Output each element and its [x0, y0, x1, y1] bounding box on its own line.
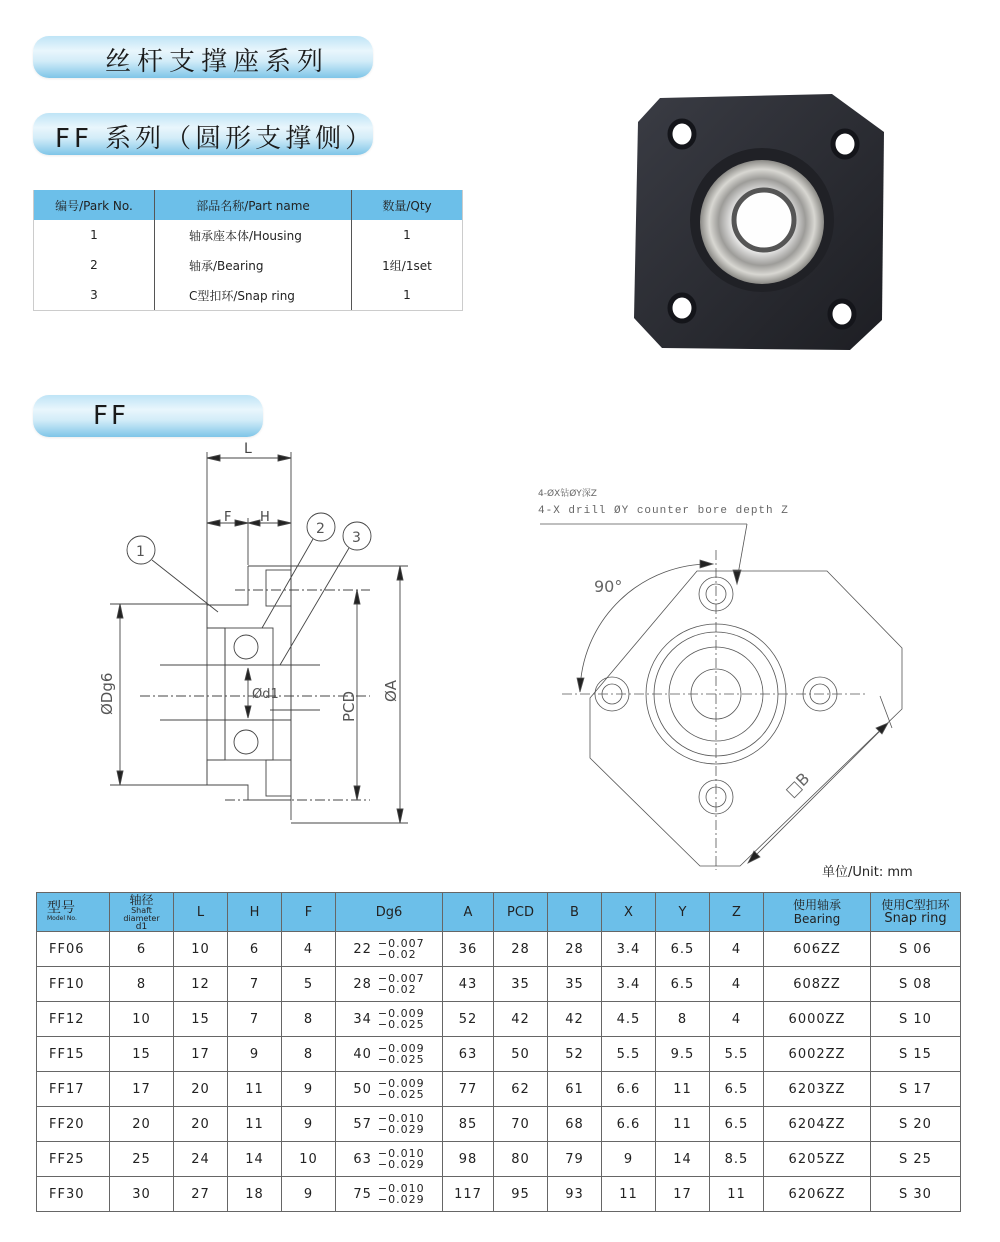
cell-b: 93: [548, 1177, 602, 1212]
cell-a: 85: [443, 1107, 494, 1142]
table-row: [37, 1142, 961, 1177]
main-title: 丝杆支撑座系列: [105, 47, 330, 77]
hole-note-en: 4-X drill ØY counter bore depth Z: [538, 505, 789, 517]
cell-snap: S 30: [871, 1177, 961, 1212]
main-title-banner: [33, 36, 373, 78]
cell-f: 5: [282, 967, 336, 1002]
spec-body: [37, 932, 961, 1212]
cell-x: 3.4: [602, 932, 656, 967]
cell-model: FF17: [37, 1072, 110, 1107]
col-A: A: [443, 893, 494, 932]
col-L: L: [174, 893, 228, 932]
cell-x: 11: [602, 1177, 656, 1212]
unit-label: 单位/Unit: mm: [822, 865, 913, 880]
cell-b: 35: [548, 967, 602, 1002]
cell-f: 9: [282, 1177, 336, 1212]
dg6-nominal: 50: [353, 1081, 372, 1097]
series-title-banner: [33, 113, 376, 155]
cell-snap: S 08: [871, 967, 961, 1002]
cell-bearing: 6206ZZ: [764, 1177, 871, 1212]
angle-label: 90°: [594, 577, 623, 596]
cell-l: 20: [174, 1107, 228, 1142]
table-row: [37, 1002, 961, 1037]
dg6-nominal: 34: [353, 1011, 372, 1027]
cell-b: 79: [548, 1142, 602, 1177]
cell-bearing: 606ZZ: [764, 932, 871, 967]
cell-snap: S 10: [871, 1002, 961, 1037]
cell-h: 14: [228, 1142, 282, 1177]
label-dg6: ØDg6: [98, 672, 116, 715]
col-bearing: 使用轴承 Bearing: [764, 893, 871, 932]
table-row: [37, 1072, 961, 1107]
col-model: 型号 Model No.: [37, 893, 110, 932]
col-qty: 数量/Qty: [352, 190, 463, 220]
cell-x: 5.5: [602, 1037, 656, 1072]
cell-y: 14: [656, 1142, 710, 1177]
col-PCD: PCD: [494, 893, 548, 932]
cell-dg6: [336, 1142, 443, 1177]
part-qty: 1: [352, 280, 463, 311]
cell-dg6: [336, 967, 443, 1002]
cell-pcd: 50: [494, 1037, 548, 1072]
cell-a: 98: [443, 1142, 494, 1177]
label-H: H: [260, 510, 270, 525]
section-title-banner: [33, 395, 263, 437]
cell-bearing: 6002ZZ: [764, 1037, 871, 1072]
col-Y: Y: [656, 893, 710, 932]
col-shaft-diameter: 轴径 Shaft diameter d1: [110, 893, 174, 932]
tol-upper: −0.009: [377, 1007, 425, 1020]
cell-b: 42: [548, 1002, 602, 1037]
tol-lower: −0.025: [377, 1053, 425, 1066]
col-H: H: [228, 893, 282, 932]
col-X: X: [602, 893, 656, 932]
table-row: [37, 1177, 961, 1212]
side-view-drawing: [90, 440, 420, 840]
dg6-nominal: 57: [353, 1116, 372, 1132]
dg6-nominal: 22: [353, 941, 372, 957]
col-part-name: 部品名称/Part name: [155, 190, 352, 220]
tol-lower: −0.029: [377, 1158, 425, 1171]
cell-x: 4.5: [602, 1002, 656, 1037]
label-a: ØA: [382, 679, 400, 702]
cell-l: 27: [174, 1177, 228, 1212]
label-d1: Ød1: [252, 687, 279, 702]
cell-y: 17: [656, 1177, 710, 1212]
col-Dg6: Dg6: [336, 893, 443, 932]
cell-model: FF25: [37, 1142, 110, 1177]
cell-pcd: 80: [494, 1142, 548, 1177]
cell-y: 6.5: [656, 932, 710, 967]
spec-header-row: [37, 893, 961, 932]
cell-h: 9: [228, 1037, 282, 1072]
cell-bearing: 6205ZZ: [764, 1142, 871, 1177]
part-qty: 1组/1set: [352, 250, 463, 280]
cell-x: 6.6: [602, 1072, 656, 1107]
tol-lower: −0.029: [377, 1193, 425, 1206]
dg6-nominal: 40: [353, 1046, 372, 1062]
label-L: L: [244, 441, 252, 457]
table-row: [34, 250, 463, 280]
dg6-nominal: 28: [353, 976, 372, 992]
cell-b: 52: [548, 1037, 602, 1072]
cell-bearing: 6203ZZ: [764, 1072, 871, 1107]
part-name: 轴承座本体/Housing: [155, 220, 352, 250]
cell-dg6: [336, 1177, 443, 1212]
cell-bearing: 608ZZ: [764, 967, 871, 1002]
cell-b: 68: [548, 1107, 602, 1142]
part-no: 2: [34, 250, 155, 280]
cell-y: 11: [656, 1072, 710, 1107]
dg6-nominal: 63: [353, 1151, 372, 1167]
cell-l: 12: [174, 967, 228, 1002]
b-label: □B: [781, 768, 814, 801]
cell-d1: 10: [110, 1002, 174, 1037]
cell-h: 11: [228, 1072, 282, 1107]
cell-l: 10: [174, 932, 228, 967]
cell-z: 4: [710, 932, 764, 967]
cell-x: 6.6: [602, 1107, 656, 1142]
cell-a: 43: [443, 967, 494, 1002]
table-row: [37, 1107, 961, 1142]
col-Z: Z: [710, 893, 764, 932]
cell-f: 8: [282, 1037, 336, 1072]
table-row: [37, 1037, 961, 1072]
cell-h: 7: [228, 1002, 282, 1037]
label-pcd: PCD: [340, 690, 358, 722]
part-name: C型扣环/Snap ring: [155, 280, 352, 311]
hole-note-cn: 4-ØX钻ØY深Z: [538, 489, 597, 499]
cell-f: 4: [282, 932, 336, 967]
cell-model: FF12: [37, 1002, 110, 1037]
cell-h: 18: [228, 1177, 282, 1212]
cell-f: 10: [282, 1142, 336, 1177]
cell-pcd: 42: [494, 1002, 548, 1037]
cell-f: 8: [282, 1002, 336, 1037]
cell-f: 9: [282, 1107, 336, 1142]
table-row: [34, 280, 463, 311]
tol-lower: −0.025: [377, 1088, 425, 1101]
table-row: [37, 932, 961, 967]
cell-y: 9.5: [656, 1037, 710, 1072]
cell-b: 61: [548, 1072, 602, 1107]
cell-z: 5.5: [710, 1037, 764, 1072]
part-name: 轴承/Bearing: [155, 250, 352, 280]
cell-l: 24: [174, 1142, 228, 1177]
cell-z: 4: [710, 1002, 764, 1037]
cell-model: FF15: [37, 1037, 110, 1072]
section-title: FF: [93, 401, 129, 431]
cell-h: 7: [228, 967, 282, 1002]
cell-bearing: 6204ZZ: [764, 1107, 871, 1142]
cell-z: 8.5: [710, 1142, 764, 1177]
cell-model: FF30: [37, 1177, 110, 1212]
cell-a: 36: [443, 932, 494, 967]
cell-a: 77: [443, 1072, 494, 1107]
cell-pcd: 70: [494, 1107, 548, 1142]
cell-z: 6.5: [710, 1072, 764, 1107]
callout-1: 1: [136, 544, 145, 560]
tol-upper: −0.007: [377, 937, 425, 950]
col-snap-ring: 使用C型扣环 Snap ring: [871, 893, 961, 932]
cell-a: 117: [443, 1177, 494, 1212]
cell-model: FF06: [37, 932, 110, 967]
part-no: 3: [34, 280, 155, 311]
cell-pcd: 62: [494, 1072, 548, 1107]
tol-upper: −0.009: [377, 1042, 425, 1055]
part-qty: 1: [352, 220, 463, 250]
cell-model: FF10: [37, 967, 110, 1002]
cell-snap: S 06: [871, 932, 961, 967]
cell-dg6: [336, 932, 443, 967]
tol-upper: −0.010: [377, 1182, 425, 1195]
cell-l: 15: [174, 1002, 228, 1037]
part-no: 1: [34, 220, 155, 250]
cell-z: 11: [710, 1177, 764, 1212]
cell-dg6: [336, 1072, 443, 1107]
series-title: FF 系列（圆形支撑侧）: [55, 124, 376, 154]
cell-dg6: [336, 1107, 443, 1142]
product-photo: [632, 92, 892, 357]
cell-y: 6.5: [656, 967, 710, 1002]
cell-y: 8: [656, 1002, 710, 1037]
tol-upper: −0.007: [377, 972, 425, 985]
cell-d1: 30: [110, 1177, 174, 1212]
tol-lower: −0.02: [377, 948, 417, 961]
cell-z: 4: [710, 967, 764, 1002]
cell-y: 11: [656, 1107, 710, 1142]
tol-upper: −0.010: [377, 1112, 425, 1125]
cell-b: 28: [548, 932, 602, 967]
cell-h: 6: [228, 932, 282, 967]
cell-f: 9: [282, 1072, 336, 1107]
cell-d1: 15: [110, 1037, 174, 1072]
tol-lower: −0.025: [377, 1018, 425, 1031]
col-B: B: [548, 893, 602, 932]
cell-dg6: [336, 1037, 443, 1072]
cell-snap: S 25: [871, 1142, 961, 1177]
table-row: [34, 220, 463, 250]
tol-lower: −0.029: [377, 1123, 425, 1136]
cell-dg6: [336, 1002, 443, 1037]
front-view-drawing: [530, 480, 930, 880]
cell-d1: 20: [110, 1107, 174, 1142]
callout-3: 3: [352, 530, 361, 546]
cell-a: 52: [443, 1002, 494, 1037]
cell-a: 63: [443, 1037, 494, 1072]
parts-table: [33, 190, 463, 311]
cell-pcd: 95: [494, 1177, 548, 1212]
cell-model: FF20: [37, 1107, 110, 1142]
cell-d1: 25: [110, 1142, 174, 1177]
dg6-nominal: 75: [353, 1186, 372, 1202]
table-row: [37, 967, 961, 1002]
cell-h: 11: [228, 1107, 282, 1142]
callout-2: 2: [316, 521, 325, 537]
cell-d1: 6: [110, 932, 174, 967]
cell-snap: S 17: [871, 1072, 961, 1107]
cell-d1: 17: [110, 1072, 174, 1107]
cell-pcd: 28: [494, 932, 548, 967]
cell-x: 9: [602, 1142, 656, 1177]
spec-table: [36, 892, 961, 1212]
label-F: F: [224, 510, 232, 525]
tol-lower: −0.02: [377, 983, 417, 996]
cell-x: 3.4: [602, 967, 656, 1002]
parts-header-row: [34, 190, 463, 220]
col-F: F: [282, 893, 336, 932]
cell-l: 17: [174, 1037, 228, 1072]
cell-bearing: 6000ZZ: [764, 1002, 871, 1037]
cell-d1: 8: [110, 967, 174, 1002]
tol-upper: −0.009: [377, 1077, 425, 1090]
col-part-no: 编号/Park No.: [34, 190, 155, 220]
cell-l: 20: [174, 1072, 228, 1107]
tol-upper: −0.010: [377, 1147, 425, 1160]
cell-snap: S 20: [871, 1107, 961, 1142]
cell-snap: S 15: [871, 1037, 961, 1072]
cell-pcd: 35: [494, 967, 548, 1002]
cell-z: 6.5: [710, 1107, 764, 1142]
